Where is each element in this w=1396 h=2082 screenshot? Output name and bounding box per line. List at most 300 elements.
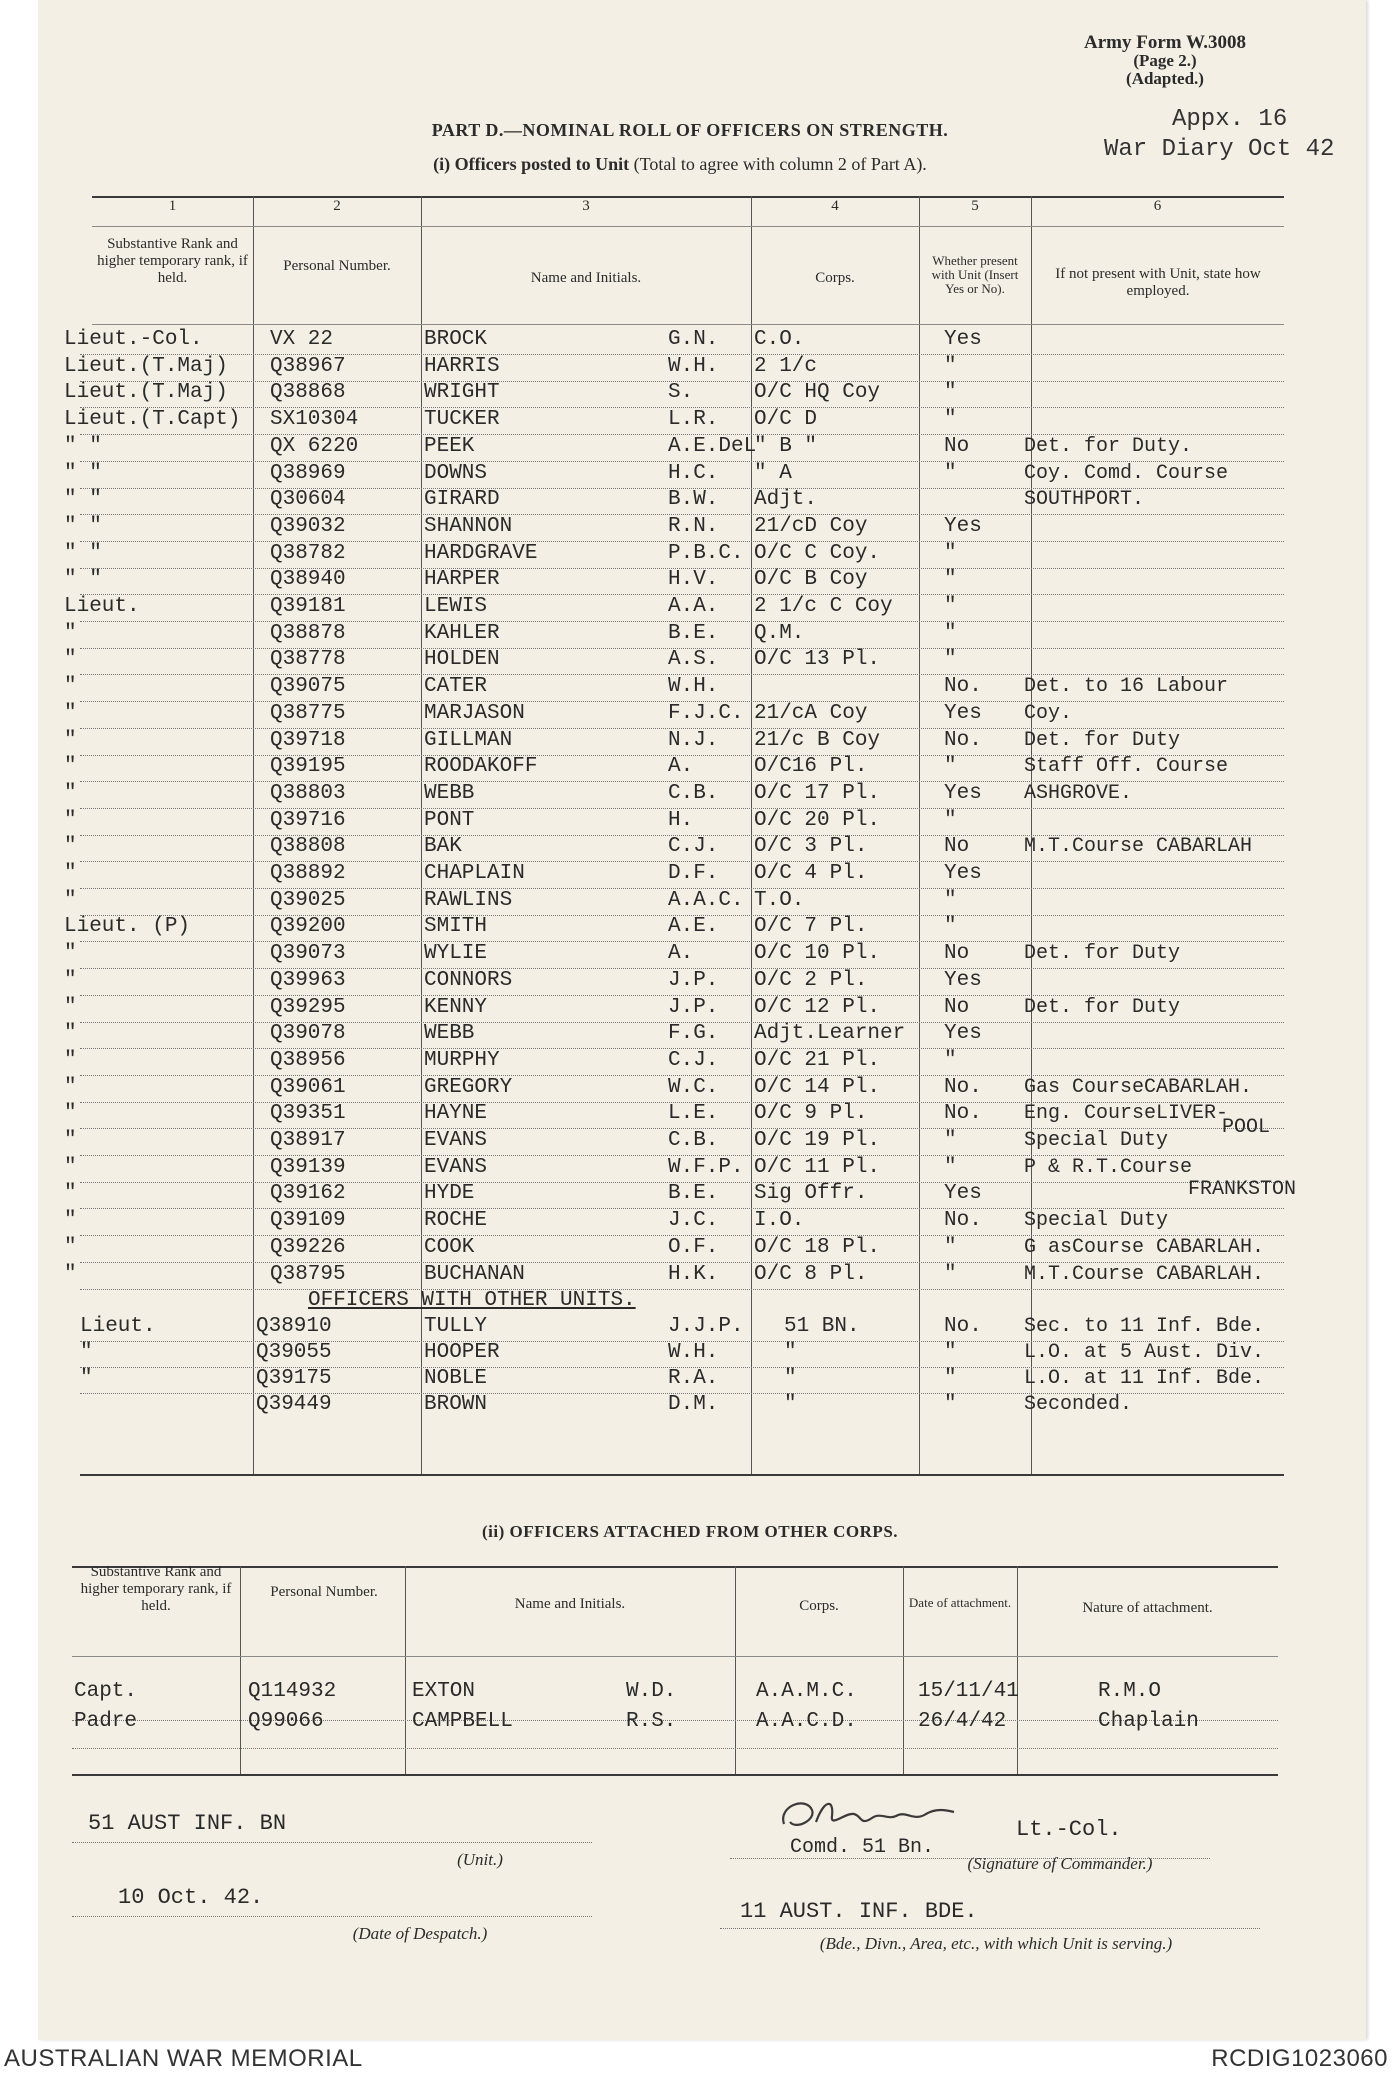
att-row-corps: A.A.C.D. — [756, 1710, 857, 1733]
row-present: No. — [944, 1076, 982, 1099]
att-row-name: CAMPBELL — [412, 1710, 513, 1733]
row-rank: " " — [64, 462, 102, 485]
row-corps: " B " — [754, 435, 818, 458]
row-personal-number: Q39078 — [270, 1022, 346, 1045]
row-initials: W.F.P. — [668, 1156, 744, 1179]
row-employed: Coy. — [1024, 702, 1073, 725]
other-row-name: BROWN — [424, 1393, 488, 1416]
row-initials: A. — [668, 755, 694, 778]
row-name: PONT — [424, 809, 475, 832]
row-rank: Lieut.(T.Capt) — [64, 408, 241, 431]
row-corps: O/C 9 Pl. — [754, 1102, 868, 1125]
other-row-present: " — [944, 1341, 957, 1364]
row-rank: " — [64, 1236, 77, 1259]
row-present: Yes — [944, 328, 982, 351]
row-rank: " — [64, 969, 77, 992]
row-name: ROCHE — [424, 1209, 488, 1232]
row-initials: H. — [668, 809, 694, 832]
other-row-rank: " — [80, 1367, 93, 1390]
row-rank: " — [64, 755, 77, 778]
row-personal-number: Q38940 — [270, 568, 346, 591]
row-name: GIRARD — [424, 488, 500, 511]
att-header-number: Personal Number. — [270, 1584, 378, 1600]
row-name: GILLMAN — [424, 729, 513, 752]
row-rank: " " — [64, 488, 102, 511]
other-row-initials: J.J.P. — [668, 1315, 744, 1338]
row-name: MARJASON — [424, 702, 525, 725]
att-row-personal-number: Q99066 — [248, 1710, 324, 1733]
row-rank: Lieut.-Col. — [64, 328, 203, 351]
row-rank: Lieut. — [64, 595, 140, 618]
row-corps: " A — [754, 462, 792, 485]
row-rank: " — [64, 1209, 77, 1232]
row-present: No — [944, 942, 970, 965]
row-initials: C.B. — [668, 1129, 719, 1152]
row-corps: O/C D — [754, 408, 818, 431]
other-row-corps: " — [784, 1367, 797, 1390]
other-row-personal-number: Q38910 — [256, 1315, 332, 1338]
row-name: EVANS — [424, 1129, 488, 1152]
row-employed: Det. to 16 Labour — [1024, 675, 1229, 698]
row-present: " — [944, 355, 957, 378]
row-present: " — [944, 1156, 957, 1179]
row-initials: C.J. — [668, 1049, 719, 1072]
row-rank: " — [64, 648, 77, 671]
bde-line — [720, 1928, 1260, 1929]
row-present: Yes — [944, 702, 982, 725]
row-employed: M.T.Course CABARLAH — [1024, 835, 1253, 858]
att-header-rank: Substantive Rank and higher temporary rank, if held. — [80, 1564, 232, 1614]
table1-vline-2 — [421, 196, 422, 1476]
row-personal-number: VX 22 — [270, 328, 334, 351]
row-corps: T.O. — [754, 889, 805, 912]
row-initials: C.J. — [668, 835, 719, 858]
row-initials: F.G. — [668, 1022, 719, 1045]
signature-caption: (Signature of Commander.) — [967, 1854, 1153, 1873]
row-employed: Gas CourseCABARLAH. — [1024, 1076, 1253, 1099]
row-personal-number: Q38782 — [270, 542, 346, 565]
row-present: No — [944, 835, 970, 858]
att-row-nature: R.M.O — [1098, 1680, 1162, 1703]
row-present: Yes — [944, 1182, 982, 1205]
row-initials: B.W. — [668, 488, 719, 511]
row-personal-number: Q39200 — [270, 915, 346, 938]
other-row-name: HOOPER — [424, 1341, 500, 1364]
row-initials: A. — [668, 942, 694, 965]
row-rank: " — [64, 809, 77, 832]
signature-comd: Comd. 51 Bn. — [790, 1836, 935, 1859]
other-row-present: " — [944, 1367, 957, 1390]
row-rank: " — [64, 1129, 77, 1152]
row-rank: " — [64, 1022, 77, 1045]
row-initials: A.E. — [668, 915, 719, 938]
row-employed: SOUTHPORT. — [1024, 488, 1145, 511]
row-name: GREGORY — [424, 1076, 513, 1099]
table1-bottom-rule — [80, 1474, 1284, 1476]
row-corps: O/C 13 Pl. — [754, 648, 881, 671]
row-name: WRIGHT — [424, 381, 500, 404]
row-corps: Sig Offr. — [754, 1182, 868, 1205]
row-personal-number: Q38775 — [270, 702, 346, 725]
row-rank: " — [64, 942, 77, 965]
row-present: Yes — [944, 1022, 982, 1045]
colnum-4: 4 — [831, 198, 839, 214]
row-name: HARDGRAVE — [424, 542, 538, 565]
appx-stamp: Appx. 16 — [1172, 106, 1288, 133]
row-corps: O/C 21 Pl. — [754, 1049, 881, 1072]
row-corps: 2 1/c — [754, 355, 818, 378]
other-row-personal-number: Q39449 — [256, 1393, 332, 1416]
row-name: BROCK — [424, 328, 488, 351]
row-rank: Lieut.(T.Maj) — [64, 355, 228, 378]
row-name: TUCKER — [424, 408, 500, 431]
unit-caption: (Unit.) — [457, 1850, 503, 1869]
row-initials: W.H. — [668, 355, 719, 378]
row-initials: C.B. — [668, 782, 719, 805]
row-personal-number: Q39162 — [270, 1182, 346, 1205]
row-initials: J.P. — [668, 969, 719, 992]
row-personal-number: Q38956 — [270, 1049, 346, 1072]
row-rank: " — [64, 702, 77, 725]
other-row-name: NOBLE — [424, 1367, 488, 1390]
row-initials: B.E. — [668, 622, 719, 645]
row-present: " — [944, 381, 957, 404]
row-present: " — [944, 622, 957, 645]
row-present: Yes — [944, 862, 982, 885]
row-present: " — [944, 1263, 957, 1286]
row-corps: O/C 14 Pl. — [754, 1076, 881, 1099]
row-present: No — [944, 996, 970, 1019]
table2-top-rule — [72, 1566, 1278, 1568]
header-rank: Substantive Rank and higher temporary rank, if held. — [97, 236, 248, 286]
colnum-2: 2 — [333, 198, 341, 214]
row-initials: A.A. — [668, 595, 719, 618]
other-row-rank: Lieut. — [80, 1315, 156, 1338]
att-row-personal-number: Q114932 — [248, 1680, 337, 1703]
row-rank: " — [64, 675, 77, 698]
table1-vline-4 — [919, 196, 920, 1476]
row-personal-number: Q39963 — [270, 969, 346, 992]
row-personal-number: Q39109 — [270, 1209, 346, 1232]
row-name: PEEK — [424, 435, 475, 458]
row-present: No. — [944, 729, 982, 752]
row-rank: " " — [64, 515, 102, 538]
row-present: " — [944, 1236, 957, 1259]
row-initials: D.F. — [668, 862, 719, 885]
row-rank: " — [64, 1076, 77, 1099]
row-personal-number: Q39075 — [270, 675, 346, 698]
row-personal-number: Q39718 — [270, 729, 346, 752]
other-row-initials: W.H. — [668, 1341, 719, 1364]
row-rank: " — [64, 1263, 77, 1286]
row-present: " — [944, 648, 957, 671]
row-employed: ASHGROVE. — [1024, 782, 1133, 805]
row-name: HARPER — [424, 568, 500, 591]
row-present: No. — [944, 1209, 982, 1232]
row-personal-number: Q39195 — [270, 755, 346, 778]
colnum-3: 3 — [582, 198, 590, 214]
table1-vline-3 — [751, 196, 752, 1476]
commander-signature — [776, 1792, 996, 1840]
row-personal-number: Q39226 — [270, 1236, 346, 1259]
att-row-rank: Capt. — [74, 1680, 138, 1703]
colnum-5: 5 — [971, 198, 979, 214]
row-personal-number: Q39295 — [270, 996, 346, 1019]
other-row-personal-number: Q39175 — [256, 1367, 332, 1390]
other-row-present: " — [944, 1393, 957, 1416]
subtitle-rest: (Total to agree with column 2 of Part A). — [633, 154, 927, 174]
row-corps: O/C 18 Pl. — [754, 1236, 881, 1259]
row-corps: 21/c B Coy — [754, 729, 881, 752]
row-name: DOWNS — [424, 462, 488, 485]
row-initials: J.P. — [668, 996, 719, 1019]
other-row-initials: D.M. — [668, 1393, 719, 1416]
header-employed: If not present with Unit, state how employed. — [1055, 266, 1261, 299]
row-name: MURPHY — [424, 1049, 500, 1072]
row-corps: O/C 11 Pl. — [754, 1156, 881, 1179]
row-corps: I.O. — [754, 1209, 805, 1232]
attached-section-heading: (ii) OFFICERS ATTACHED FROM OTHER CORPS. — [481, 1522, 899, 1541]
form-sheet — [38, 0, 1366, 2040]
other-row-employed: Sec. to 11 Inf. Bde. — [1024, 1315, 1265, 1338]
row-initials: H.K. — [668, 1263, 719, 1286]
row-initials: G.N. — [668, 328, 719, 351]
row-name: KAHLER — [424, 622, 500, 645]
row-initials: S. — [668, 381, 694, 404]
row-name: BAK — [424, 835, 462, 858]
other-row-present: No. — [944, 1315, 982, 1338]
row-rank: Lieut. (P) — [64, 915, 191, 938]
row-rank: Lieut.(T.Maj) — [64, 381, 228, 404]
row-present: " — [944, 889, 957, 912]
other-row-employed: L.O. at 5 Aust. Div. — [1024, 1341, 1265, 1364]
row-initials: L.R. — [668, 408, 719, 431]
att-row-initials: R.S. — [626, 1710, 677, 1733]
row-rank: " — [64, 1156, 77, 1179]
att-row-name: EXTON — [412, 1680, 476, 1703]
row-personal-number: Q38795 — [270, 1263, 346, 1286]
row-personal-number: Q39181 — [270, 595, 346, 618]
date-caption: (Date of Despatch.) — [352, 1924, 488, 1943]
row-name: CATER — [424, 675, 488, 698]
table2-bottom-rule — [72, 1774, 1278, 1776]
row-initials: R.N. — [668, 515, 719, 538]
header-number: Personal Number. — [283, 258, 391, 274]
row-employed: P & R.T.Course — [1024, 1156, 1193, 1179]
row-present: " — [944, 1129, 957, 1152]
employed-continuation-frankston: FRANKSTON — [1188, 1178, 1297, 1201]
form-page: (Page 2.) — [1133, 51, 1197, 70]
row-present: No — [944, 435, 970, 458]
row-initials: L.E. — [668, 1102, 719, 1125]
colnum-1: 1 — [168, 198, 177, 214]
row-present: Yes — [944, 969, 982, 992]
bde-caption: (Bde., Divn., Area, etc., with which Unit is serving.) — [819, 1934, 1173, 1953]
row-employed: Det. for Duty — [1024, 942, 1181, 965]
row-personal-number: Q39716 — [270, 809, 346, 832]
row-name: HAYNE — [424, 1102, 488, 1125]
row-corps: Adjt.Learner — [754, 1022, 906, 1045]
colnum-6: 6 — [1153, 198, 1162, 214]
row-initials: W.C. — [668, 1076, 719, 1099]
row-name: SMITH — [424, 915, 488, 938]
subtitle-bold: (i) Officers posted to Unit — [433, 154, 630, 174]
other-row-rank: " — [80, 1341, 93, 1364]
row-name: RAWLINS — [424, 889, 513, 912]
row-initials: N.J. — [668, 729, 719, 752]
row-present: " — [944, 462, 957, 485]
row-rank: " — [64, 1182, 77, 1205]
att-row-date: 15/11/41 — [918, 1680, 1019, 1703]
att-row-rank: Padre — [74, 1710, 138, 1733]
signature-rank: Lt.-Col. — [1016, 1817, 1122, 1842]
row-corps: Q.M. — [754, 622, 805, 645]
row-corps: C.O. — [754, 328, 805, 351]
row-present: " — [944, 595, 957, 618]
row-employed: Special Duty — [1024, 1209, 1169, 1232]
footer-archive-name: AUSTRALIAN WAR MEMORIAL — [4, 2045, 363, 2072]
row-name: CHAPLAIN — [424, 862, 525, 885]
row-rank: " — [64, 1049, 77, 1072]
row-personal-number: Q38967 — [270, 355, 346, 378]
row-corps: O/C 19 Pl. — [754, 1129, 881, 1152]
row-corps: 21/cA Coy — [754, 702, 868, 725]
other-row-corps: " — [784, 1393, 797, 1416]
row-personal-number: Q39025 — [270, 889, 346, 912]
employed-continuation-pool: POOL — [1222, 1116, 1271, 1139]
row-present: No. — [944, 675, 982, 698]
row-employed: Coy. Comd. Course — [1024, 462, 1229, 485]
att-row-initials: W.D. — [626, 1680, 677, 1703]
row-initials: P.B.C. — [668, 542, 744, 565]
row-name: EVANS — [424, 1156, 488, 1179]
row-rank: " — [64, 835, 77, 858]
row-initials: A.A.C. — [668, 889, 744, 912]
row-initials: B.E. — [668, 1182, 719, 1205]
row-personal-number: Q39061 — [270, 1076, 346, 1099]
row-initials: F.J.C. — [668, 702, 744, 725]
footer-record-id: RCDIG1023060 — [1211, 2045, 1388, 2072]
row-employed: Det. for Duty — [1024, 996, 1181, 1019]
row-rank: " — [64, 996, 77, 1019]
row-corps: O/C 3 Pl. — [754, 835, 868, 858]
row-initials: H.C. — [668, 462, 719, 485]
row-employed: G asCourse CABARLAH. — [1024, 1236, 1265, 1259]
row-employed: Eng. CourseLIVER- — [1024, 1102, 1229, 1125]
date-value: 10 Oct. 42. — [118, 1885, 264, 1910]
row-personal-number: Q38969 — [270, 462, 346, 485]
row-present: " — [944, 1049, 957, 1072]
att-row-nature: Chaplain — [1098, 1710, 1199, 1733]
table2-vline-1 — [240, 1566, 241, 1774]
att-header-nature: Nature of attachment. — [1082, 1600, 1213, 1616]
row-name: COOK — [424, 1236, 475, 1259]
date-line — [72, 1916, 592, 1917]
row-initials: J.C. — [668, 1209, 719, 1232]
row-rank: " — [64, 622, 77, 645]
row-rank: " — [64, 862, 77, 885]
row-personal-number: Q30604 — [270, 488, 346, 511]
row-corps: 2 1/c C Coy — [754, 595, 893, 618]
other-units-heading: OFFICERS WITH OTHER UNITS. — [308, 1289, 636, 1312]
war-diary-stamp: War Diary Oct 42 — [1104, 136, 1335, 163]
row-corps: O/C 17 Pl. — [754, 782, 881, 805]
att-header-name: Name and Initials. — [514, 1596, 626, 1612]
row-present: " — [944, 755, 957, 778]
row-rank: " — [64, 889, 77, 912]
unit-line — [72, 1842, 592, 1843]
header-name: Name and Initials. — [530, 270, 642, 286]
row-personal-number: Q39032 — [270, 515, 346, 538]
row-initials: A.S. — [668, 648, 719, 671]
row-present: Yes — [944, 515, 982, 538]
bde-value: 11 AUST. INF. BDE. — [740, 1899, 978, 1924]
header-corps: Corps. — [815, 270, 855, 286]
header-bottom-rule — [92, 324, 1284, 325]
row-initials: O.F. — [668, 1236, 719, 1259]
page-subtitle — [250, 154, 1110, 175]
att-header-corps: Corps. — [799, 1598, 839, 1614]
row-employed: Det. for Duty. — [1024, 435, 1193, 458]
row-personal-number: Q39351 — [270, 1102, 346, 1125]
row-corps: O/C 20 Pl. — [754, 809, 881, 832]
row-corps: O/C HQ Coy — [754, 381, 881, 404]
row-personal-number: Q38803 — [270, 782, 346, 805]
row-corps: O/C 12 Pl. — [754, 996, 881, 1019]
row-present: " — [944, 408, 957, 431]
row-corps: O/C 4 Pl. — [754, 862, 868, 885]
table2-vline-4 — [903, 1566, 904, 1774]
other-row-initials: R.A. — [668, 1367, 719, 1390]
row-name: BUCHANAN — [424, 1263, 525, 1286]
other-row-personal-number: Q39055 — [256, 1341, 332, 1364]
form-id: Army Form W.3008 — [1083, 32, 1246, 53]
other-row-employed: Seconded. — [1024, 1393, 1133, 1416]
table2-header-rule — [72, 1656, 1278, 1657]
row-employed: M.T.Course CABARLAH. — [1024, 1263, 1265, 1286]
form-adapted: (Adapted.) — [1126, 69, 1204, 88]
att-row-corps: A.A.M.C. — [756, 1680, 857, 1703]
att-header-date: Date of attachment. — [908, 1595, 1012, 1610]
row-rank: " — [64, 729, 77, 752]
row-corps: O/C 2 Pl. — [754, 969, 868, 992]
row-initials: H.V. — [668, 568, 719, 591]
row-name: KENNY — [424, 996, 488, 1019]
row-present: " — [944, 568, 957, 591]
row-name: HARRIS — [424, 355, 500, 378]
row-corps: O/C 7 Pl. — [754, 915, 868, 938]
row-rank: " — [64, 782, 77, 805]
row-corps: O/C 10 Pl. — [754, 942, 881, 965]
row-present: No. — [944, 1102, 982, 1125]
row-personal-number: Q38808 — [270, 835, 346, 858]
row-name: WYLIE — [424, 942, 488, 965]
row-name: WEBB — [424, 782, 475, 805]
form-id-block — [1060, 34, 1270, 88]
row-name: WEBB — [424, 1022, 475, 1045]
row-present: " — [944, 915, 957, 938]
row-personal-number: SX10304 — [270, 408, 359, 431]
header-present: Whether present with Unit (Insert Yes or No). — [931, 253, 1019, 296]
row-initials: W.H. — [668, 675, 719, 698]
row-personal-number: Q38868 — [270, 381, 346, 404]
other-row-corps: 51 BN. — [784, 1315, 860, 1338]
table1-vline-1 — [253, 196, 254, 1476]
row-name: HYDE — [424, 1182, 475, 1205]
row-personal-number: Q38878 — [270, 622, 346, 645]
row-name: LEWIS — [424, 595, 488, 618]
row-corps: O/C16 Pl. — [754, 755, 868, 778]
